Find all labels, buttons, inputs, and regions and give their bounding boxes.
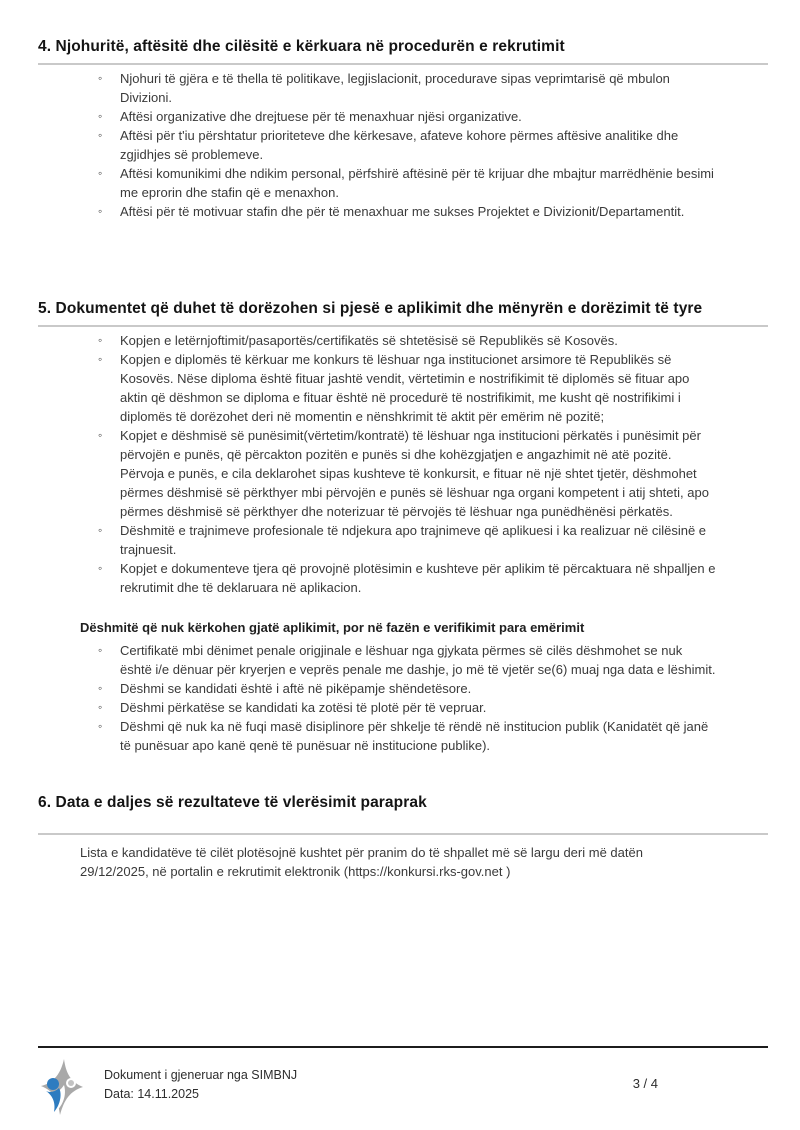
list-item: ◦ Dëshmi përkatëse se kandidati ka zotësi të plotë për të vepruar. — [38, 698, 716, 717]
page-footer — [38, 1046, 768, 1116]
list-item: ◦ Aftësi për të motivuar stafin dhe për të menaxhuar me sukses Projektet e Divizionit/Departamentit. — [38, 202, 716, 221]
generation-date-text: Data: 14.11.2025 — [104, 1087, 199, 1101]
list-item: ◦ Dëshmitë e trajnimeve profesionale të ndjekura apo trajnimeve që aplikuesi i ka realizuar në cilësinë e trajnuesit. — [38, 521, 716, 559]
list-item: ◦ Njohuri të gjëra e të thella të politikave, legjislacionit, procedurave sipas veprimtarisë që mbulon Divizioni. — [38, 69, 716, 107]
verification-phase-subheading: Dëshmitë që nuk kërkohen gjatë aplikimit, por në fazën e verifikimit para emërimit — [80, 620, 585, 635]
list-item: ◦ Aftësi për t'iu përshtatur prioriteteve dhe kërkesave, afateve kohore përmes aftësive analitike dhe zgjidhjes së problemeve. — [38, 126, 716, 164]
list-item: ◦ Dëshmi që nuk ka në fuqi masë disiplinore për shkelje të rëndë në institucion publik (Kanidatët që janë të punësuar apo kanë qenë të punësuar në institucione publike). — [38, 717, 716, 755]
section-results-date — [38, 792, 768, 881]
document-page — [38, 36, 768, 881]
section-6-heading: 6. Data e daljes së rezultateve të vlerësimit paraprak — [38, 792, 768, 835]
section-4-bullet-list — [38, 69, 768, 221]
list-item: ◦ Kopjet e dëshmisë së punësimit(vërtetim/kontratë) të lëshuar nga institucioni përkatës i punësimit për përvojën e punës, që përcakton pozitën e punës si dhe kohëzgjatjen e angazhimit në atë pozitë. Përvoja e punës, e cila deklarohet sipas kushteve të konkursit, e fituar në një shtet tjetër, dëshmohet përmes dëshmisë së përkthyer mbi përvojën e punës së lëshuar nga organi kompetent i atij shteti, apo përmes dëshmisë së përkthyer dhe noterizuar të përvojës të lëshuar nga punëdhënësi përkatës. — [38, 426, 716, 521]
results-date-paragraph: Lista e kandidatëve të cilët plotësojnë kushtet për pranim do të shpallet më së largu deri më datën 29/12/2025, në portalin e rekrutimit elektronik (https://konkursi.rks-gov.net ) — [80, 845, 643, 879]
footer-meta — [104, 1058, 297, 1104]
list-item: ◦ Kopjen e diplomës të kërkuar me konkurs të lëshuar nga institucionet arsimore të Republikës së Kosovës. Nëse diploma është fituar jashtë vendit, vërtetimin e nostrifikimit të diplomës së fituar apo aktin që dëshmon se diploma e fituar është në procedurë të nostrifikimit, me kusht që nostrifikimi i diplomës të dorëzohet deri në momentin e nënshkrimit të aktit për emërim në pozitë; — [38, 350, 716, 426]
list-item: ◦ Kopjet e dokumenteve tjera që provojnë plotësimin e kushteve për aplikim të përcaktuara në shpalljen e rekrutimit dhe të deklaruara në aplikacion. — [38, 559, 716, 597]
generated-by-text: Dokument i gjeneruar nga SIMBNJ — [104, 1068, 298, 1082]
section-knowledge-skills — [38, 36, 768, 221]
list-item: ◦ Dëshmi se kandidati është i aftë në pikëpamje shëndetësore. — [38, 679, 716, 698]
section-5-bullet-list — [38, 331, 768, 597]
list-item: ◦ Kopjen e letërnjoftimit/pasaportës/certifikatës së shtetësisë së Republikës së Kosovës. — [38, 331, 716, 350]
section-required-documents — [38, 298, 768, 755]
list-item: ◦ Aftësi komunikimi dhe ndikim personal, përfshirë aftësinë për të krijuar dhe mbajtur marrëdhënie besimi me eprorin dhe stafin që e menaxhon. — [38, 164, 716, 202]
verification-phase-bullet-list — [38, 641, 768, 755]
list-item: ◦ Certifikatë mbi dënimet penale origjinale e lëshuar nga gjykata përmes së cilës dëshmohet se nuk është i/e dënuar për kryerjen e veprës penale me dashje, jo më të vjetër se(6) muaj nga data e lëshimit. — [38, 641, 716, 679]
simbnj-logo — [40, 1058, 84, 1116]
section-4-heading: 4. Njohuritë, aftësitë dhe cilësitë e kërkuara në procedurën e rekrutimit — [38, 36, 768, 65]
section-5-heading: 5. Dokumentet që duhet të dorëzohen si pjesë e aplikimit dhe mënyrën e dorëzimit të tyre — [38, 298, 768, 327]
list-item: ◦ Aftësi organizative dhe drejtuese për të menaxhuar njësi organizative. — [38, 107, 716, 126]
page-number: 3 / 4 — [632, 1076, 658, 1091]
